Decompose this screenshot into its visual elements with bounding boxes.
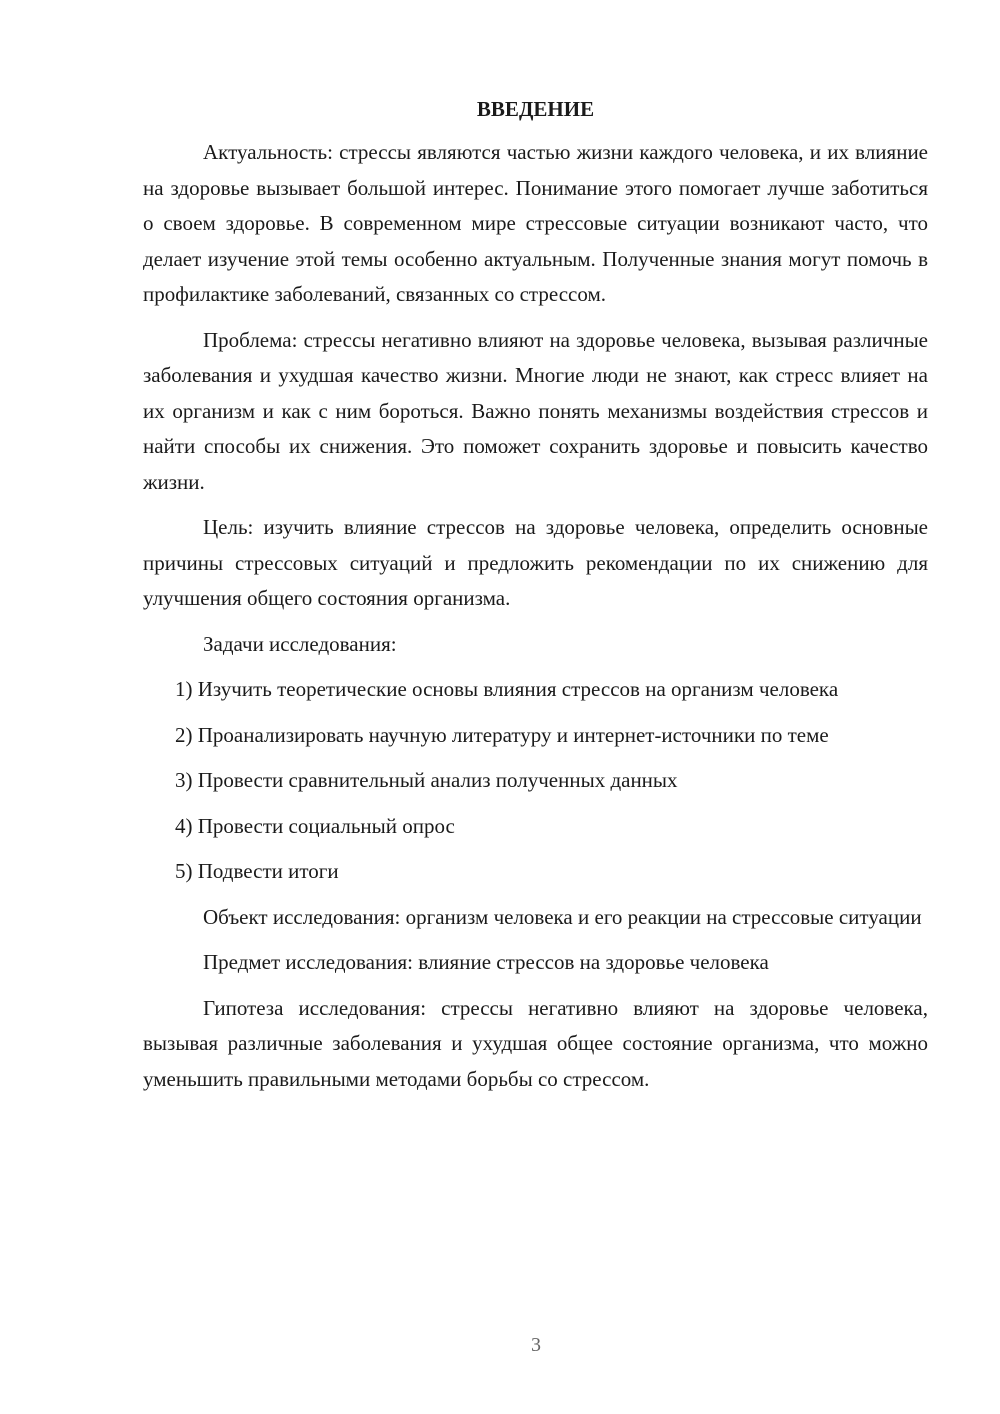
object-paragraph: Объект исследования: организм человека и его реакции на стрессовые ситуации	[203, 904, 922, 929]
list-item: 1) Изучить теоретические основы влияния стрессов на организм человека	[175, 677, 839, 701]
list-item: 4) Провести социальный опрос	[175, 813, 455, 838]
relevance-paragraph: Актуальность: стрессы являются частью жизни каждого человека, и их влияние на здоровье вызывает большой интерес. Понимание этого помогает лучше заботиться о своем здоровье. В современном мире стрессовые ситуации возникают часто, что делает изучение этой темы особенно актуальным. Полученные знания могут помочь в профилактике заболеваний, связанных со стрессом.	[143, 140, 928, 306]
page-title: ВВЕДЕНИЕ	[476, 97, 595, 121]
page-number: 3	[531, 1334, 541, 1356]
tasks-heading: Задачи исследования:	[203, 631, 397, 656]
goal-paragraph: Цель: изучить влияние стрессов на здоровье человека, определить основные причины стрессовых ситуаций и предложить рекомендации по их снижению для улучшения общего состояния организма.	[143, 515, 928, 610]
list-item: 5) Подвести итоги	[175, 859, 339, 883]
subject-paragraph: Предмет исследования: влияние стрессов на здоровье человека	[203, 950, 769, 974]
hypothesis-paragraph: Гипотеза исследования: стрессы негативно влияют на здоровье человека, вызывая различные заболевания и ухудшая общее состояние организма, что можно уменьшить правильными методами борьбы со стрессом.	[143, 995, 928, 1091]
list-item: 2) Проанализировать научную литературу и интернет-источники по теме	[175, 722, 829, 747]
list-item: 3) Провести сравнительный анализ полученных данных	[175, 768, 678, 792]
problem-paragraph: Проблема: стрессы негативно влияют на здоровье человека, вызывая различные заболевания и ухудшая качество жизни. Многие люди не знают, как стресс влияет на их организм и как с ним бороться. Важно понять механизмы воздействия стрессов и найти способы их снижения. Это поможет сохранить здоровье и повысить качество жизни.	[143, 327, 928, 494]
document-page	[143, 92, 928, 1107]
